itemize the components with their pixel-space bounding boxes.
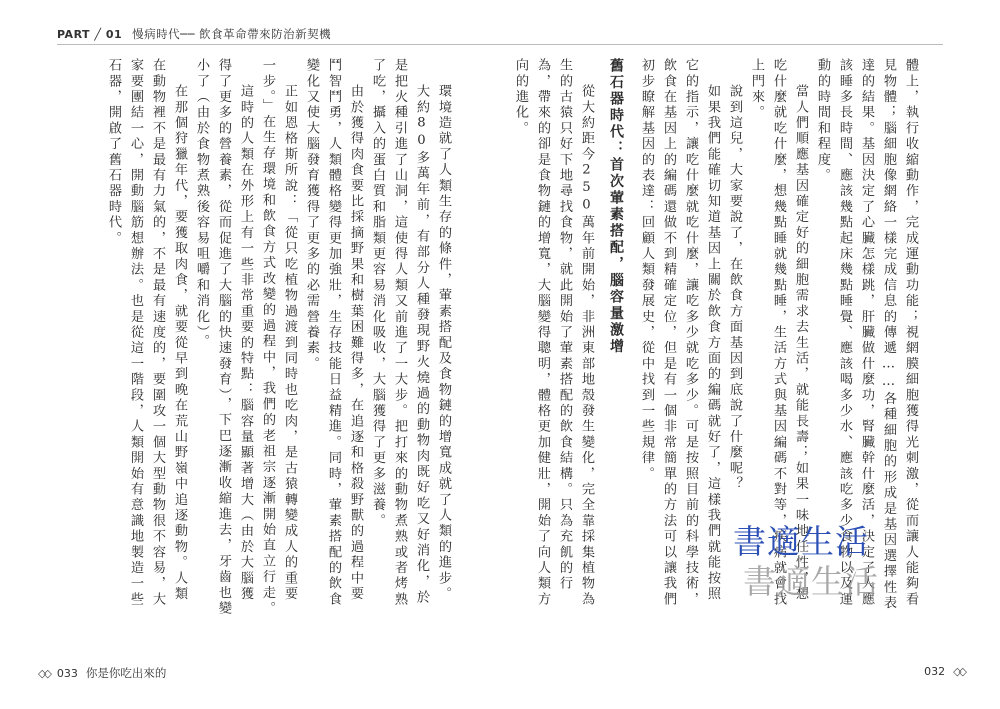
body-paragraph: 體上，執行收縮動作，完成運動功能；視網膜細胞獲得光刺激，從而讓人能夠看見物體；腦細胞像網絡一樣完成信息的傳遞……各種細胞的形成是基因選擇性表達的結果。基因決定了心臟怎樣跳，肝臟做什麼功，腎臟幹什麼活，決定了人應該睡多長時間、應該幾點起床幾點睡覺、應該喝多少水、應該吃多少食物以及運動的時間和程度。 <box>815 58 918 612</box>
body-paragraph: 從大約距今250萬年前開始，非洲東部地殼發生變化，完全靠採集植物為生的古猿只好下地尋找食物，就此開始了葷素搭配的飲食結構。只為充飢的行為，帶來的卻是食物鏈的增寬，大腦變得聰明，體格更加健壯，開始了向人類方向的進化。 <box>513 58 594 608</box>
body-paragraph: 在那個狩獵年代，要獲取肉食，就要從早到晚在荒山野嶺中追逐動物。人類在動物裡不是最有力氣的，不是最有速度的，要圍攻一個大型動物很不容易，大家要團結一心，開動腦筋想辦法。也是從這一階段，人類開始有意識地製造一些石器，開啟了舊石器時代。 <box>106 58 187 608</box>
running-header <box>57 26 331 42</box>
body-paragraph: 說到這兒，大家要說了，在飲食方面基因到底說了什麼呢？ <box>727 84 742 493</box>
body-paragraph: 如果我們能確切知道基因上關於飲食方面的編碼就好了，這樣我們就能按照它的指示，讓吃什麼就吃什麼，讓吃多少就吃多少。可是按照目前的科學技術，飲食在基因上的編碼還做不到精確定位，但是有一個非常簡單的方法可以讓我們初步瞭解基因的表達：回顧人類發展史，從中找到一些規律。 <box>639 58 720 608</box>
watermark-text-primary: 書適生活 <box>733 522 869 561</box>
watermark-text-shadow: 書適生活 <box>743 562 879 601</box>
right-footer <box>924 665 964 678</box>
page-number-right: 032 <box>924 665 946 678</box>
body-paragraph: 由於獲得肉食要比採摘野果和樹葉困難得多，在追逐和格殺野獸的過程中要鬥智鬥勇，人類體格變得更加強壯，生存技能日益精進。同時，葷素搭配的飲食變化又使大腦發育獲得了更多的必需營養素。 <box>304 58 363 608</box>
body-paragraph: 這時的人類在外形上有一些非常重要的特點：腦容量顯著增大（由於大腦獲得了更多的營養素，從而促進了大腦的快速發育），下巴逐漸收縮進去，牙齒也變小了（由於食物煮熟後容易咀嚼和消化）。 <box>194 58 253 617</box>
body-paragraph: 當人們順應基因確定好的細胞需求去生活，就能長壽；如果一味地任性，想吃什麼就吃什麼，想幾點睡就幾點睡，生活方式與基因編碼不對等，疾病就會找上門來。 <box>749 58 808 608</box>
book-title: 你是你吃出來的 <box>85 666 167 680</box>
publisher-watermark <box>733 522 879 604</box>
body-paragraph: 大約80多萬年前，有部分人種發現野火燒過的動物肉既好吃又好消化，於是把火種引進了山洞，這使得人類又前進了一大步。把打來的動物煮熟或者烤熟了吃，攝入的蛋白質和脂類更容易消化吸收，大腦獲得了更多滋養。 <box>370 58 429 608</box>
section-heading: 舊石器時代：首次葷素搭配，腦容量激增 <box>608 58 624 355</box>
header-divider <box>57 44 943 45</box>
left-page-body <box>82 58 454 618</box>
page-number-left: 033 <box>56 666 78 680</box>
part-label: PART ╱ 01 <box>57 27 123 41</box>
diamond-ornament-icon: ◇◇ <box>38 666 49 680</box>
body-paragraph: 正如恩格斯所說：「從只吃植物過渡到同時也吃肉，是古猿轉變成人的重要一步。」在生存環境和飲食方式改變的過程中，我們的老祖宗逐漸開始直立行走。 <box>260 58 297 617</box>
chapter-title: 慢病時代── 飲食革命帶來防治新契機 <box>132 27 332 41</box>
body-paragraph: 環境造就了人類生存的條件，葷素搭配及食物鏈的增寬成就了人類的進步。 <box>436 84 451 603</box>
left-footer <box>38 665 166 681</box>
diamond-ornament-icon: ◇◇ <box>953 665 964 678</box>
